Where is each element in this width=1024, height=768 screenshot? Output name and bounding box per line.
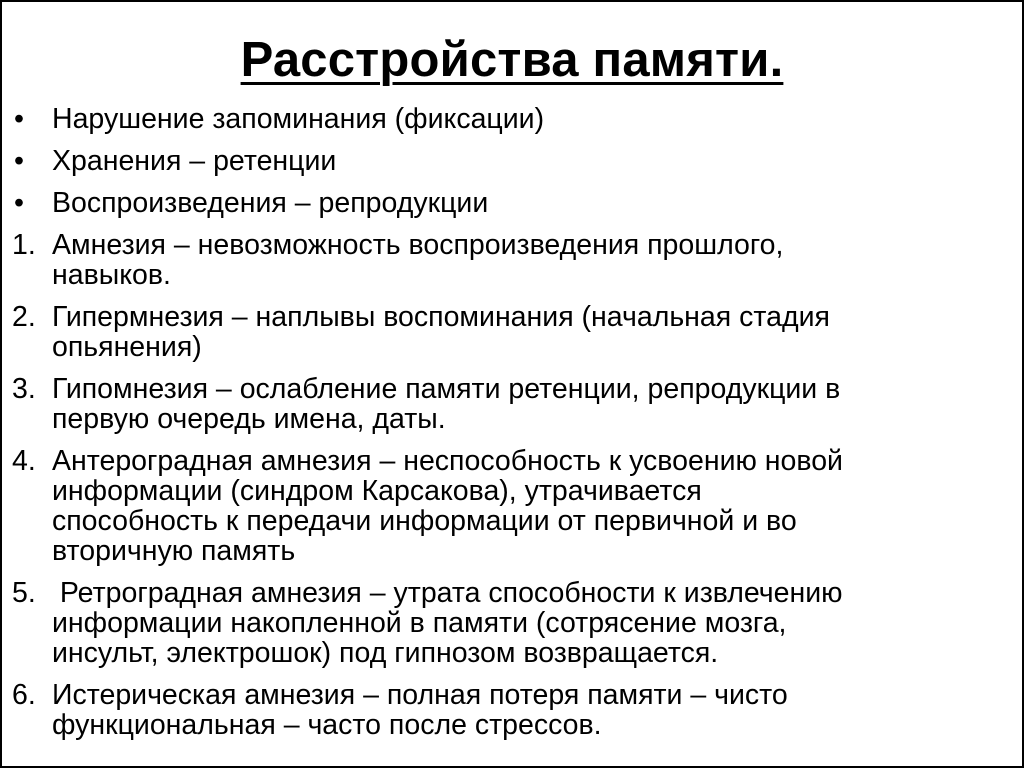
item-line: первую очередь имена, даты. xyxy=(52,403,446,435)
number-marker: 5. xyxy=(12,577,36,609)
item-line: Истерическая амнезия – полная потеря памяти – чисто xyxy=(52,679,788,711)
item-line: вторичную память xyxy=(52,535,296,567)
item-line: Ретроградная амнезия – утрата способности к извлечению xyxy=(52,577,843,609)
number-marker: 1. xyxy=(12,229,36,261)
numbered-item xyxy=(12,446,1020,566)
bullet-item xyxy=(12,104,1020,134)
item-line: Хранения – ретенции xyxy=(52,145,337,177)
content-list xyxy=(12,104,1020,752)
item-line: Амнезия – невозможность воспроизведения прошлого, xyxy=(52,229,784,261)
item-line: Воспроизведения – репродукции xyxy=(52,187,489,219)
numbered-item xyxy=(12,578,1020,668)
number-marker: 3. xyxy=(12,373,36,405)
slide-title xyxy=(2,30,1022,90)
item-line: навыков. xyxy=(52,259,171,291)
number-marker: 6. xyxy=(12,679,36,711)
item-line: инсульт, электрошок) под гипнозом возвращается. xyxy=(52,637,719,669)
slide-title-text: Расстройства памяти. xyxy=(240,33,784,87)
number-marker: 4. xyxy=(12,445,36,477)
item-line: способность к передачи информации от первичной и во xyxy=(52,505,797,537)
bullet-marker: • xyxy=(14,187,24,219)
item-line: Гипомнезия – ослабление памяти ретенции, репродукции в xyxy=(52,373,841,405)
bullet-marker: • xyxy=(14,145,24,177)
number-marker: 2. xyxy=(12,301,36,333)
item-line: информации накопленной в памяти (сотрясение мозга, xyxy=(52,607,787,639)
item-line: опьянения) xyxy=(52,331,202,363)
numbered-item xyxy=(12,302,1020,362)
item-line: Антероградная амнезия – неспособность к усвоению новой xyxy=(52,445,843,477)
numbered-item xyxy=(12,230,1020,290)
item-line: Гипермнезия – наплывы воспоминания (начальная стадия xyxy=(52,301,830,333)
bullet-item xyxy=(12,188,1020,218)
numbered-item xyxy=(12,374,1020,434)
bullet-item xyxy=(12,146,1020,176)
item-line: функциональная – часто после стрессов. xyxy=(52,709,602,741)
item-line: информации (синдром Карсакова), утрачивается xyxy=(52,475,702,507)
item-line: Нарушение запоминания (фиксации) xyxy=(52,103,545,135)
bullet-marker: • xyxy=(14,103,24,135)
numbered-item xyxy=(12,680,1020,740)
